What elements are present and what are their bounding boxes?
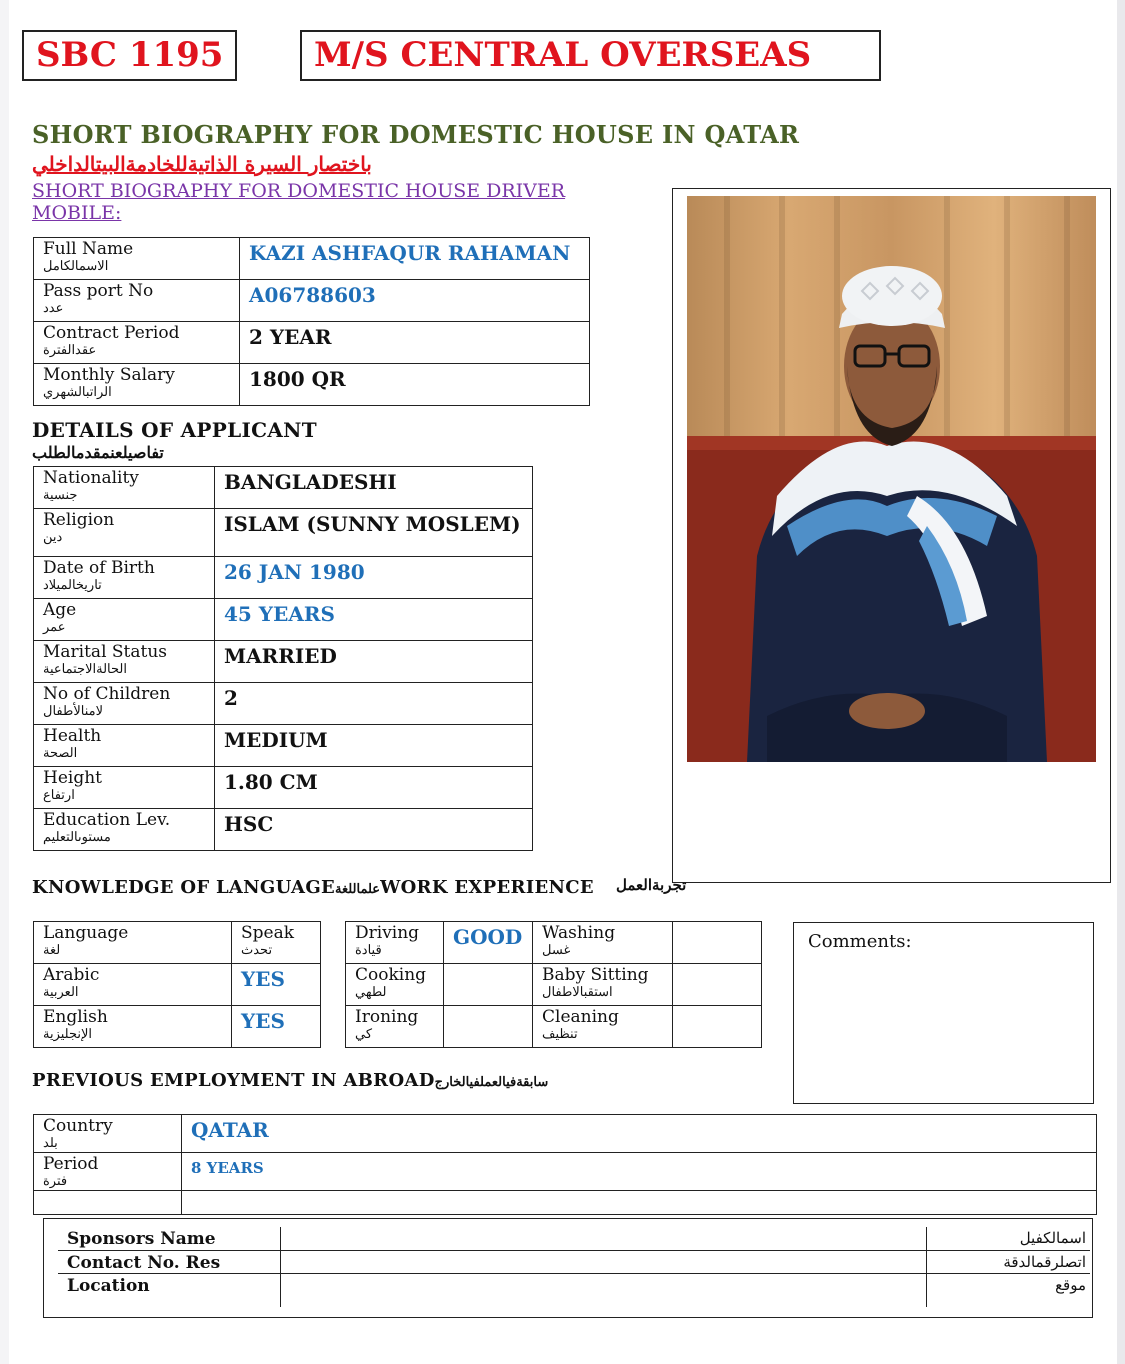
language-value-ar: تحدث	[241, 943, 273, 958]
language-table	[33, 921, 321, 1048]
work-skill-cell	[346, 964, 444, 1006]
work-skill: Driving	[355, 923, 420, 943]
basic-value-cell	[240, 238, 590, 280]
table-row	[34, 1153, 1097, 1191]
work-value	[444, 1006, 532, 1009]
basic-label-en: Contract Period	[43, 323, 180, 343]
language-value: YES	[241, 967, 285, 991]
basic-label	[34, 364, 239, 400]
language-title-ar: علماللغة	[335, 882, 381, 897]
basic-label-cell	[34, 238, 240, 280]
previous-label-cell	[34, 1153, 182, 1191]
table-row	[34, 767, 533, 809]
basic-value-cell	[240, 280, 590, 322]
code-text: SBC 1195	[36, 35, 224, 75]
details-label-ar: عمر	[43, 620, 66, 635]
basic-value: 1800 QR	[249, 367, 346, 391]
details-label-ar: الحالةالاجتماعية	[43, 662, 127, 677]
language-value-cell	[232, 922, 321, 964]
previous-label-ar: فترة	[43, 1174, 68, 1189]
sponsor-label: Contact No. Res	[67, 1252, 221, 1273]
table-row	[34, 557, 533, 599]
details-value: MEDIUM	[224, 728, 328, 752]
basic-label	[34, 238, 239, 274]
arabic-title: باختصار السيرة الذاتيةللخادمةالبيتالداخلي	[32, 152, 372, 176]
work-skill2: Washing	[542, 923, 616, 943]
table-row	[34, 1191, 1097, 1215]
comments-box[interactable]	[793, 922, 1094, 1104]
details-label	[34, 599, 214, 635]
work-value2-cell	[673, 922, 762, 964]
language-label: English	[43, 1007, 108, 1027]
language-value-cell	[232, 1006, 321, 1048]
language-value: Speak	[241, 923, 295, 943]
previous-empty-cell	[182, 1191, 1097, 1215]
sponsor-label-cell	[58, 1227, 280, 1250]
language-label-ar: الإنجليزية	[43, 1027, 93, 1042]
language-label-ar: لغة	[43, 943, 61, 958]
table-row	[346, 964, 762, 1006]
previous-label-cell	[34, 1115, 182, 1153]
details-title: DETAILS OF APPLICANT	[32, 418, 317, 442]
previous-label-ar: بلد	[43, 1136, 58, 1151]
work-skill2-ar: غسل	[542, 943, 571, 958]
basic-label-ar: عقدالفترة	[43, 343, 97, 358]
details-label-en: Age	[43, 600, 77, 620]
sponsor-label-ar: اتصلرقمالدقة	[1003, 1252, 1086, 1271]
work-skill: Cooking	[355, 965, 427, 985]
table-row	[34, 809, 533, 851]
basic-label-ar: الاسمالكامل	[43, 259, 109, 274]
table-row	[34, 964, 321, 1006]
page-edge-right	[1117, 0, 1125, 1364]
work-value2	[673, 1006, 761, 1009]
details-label	[34, 641, 214, 677]
details-label-ar: تاريخالميلاد	[43, 578, 102, 593]
basic-label-ar: الراتبالشهري	[43, 385, 112, 400]
work-table	[345, 921, 762, 1048]
details-label-ar: دين	[43, 530, 63, 545]
language-section-title	[32, 877, 594, 898]
table-row	[34, 509, 533, 557]
language-label-ar: العربية	[43, 985, 79, 1000]
work-value2-cell	[673, 964, 762, 1006]
language-label: Language	[43, 923, 129, 943]
basic-info-table	[33, 237, 590, 406]
details-label	[34, 509, 214, 545]
sponsor-label-ar: اسمالكفيل	[1019, 1229, 1086, 1247]
details-label-en: Education Lev.	[43, 810, 171, 830]
work-skill2-cell	[533, 964, 673, 1006]
details-value-cell	[215, 683, 533, 725]
work-value: GOOD	[453, 925, 523, 949]
basic-value-cell	[240, 364, 590, 406]
language-label-cell	[34, 922, 232, 964]
details-label-en: Date of Birth	[43, 558, 155, 578]
previous-value: QATAR	[191, 1118, 269, 1142]
language-title: KNOWLEDGE OF LANGUAGE	[32, 877, 336, 898]
table-row	[58, 1250, 1090, 1273]
language-label-cell	[34, 964, 232, 1006]
sponsor-label-cell	[58, 1250, 280, 1273]
basic-value-cell	[240, 322, 590, 364]
details-value-cell	[215, 599, 533, 641]
table-row	[34, 1115, 1097, 1153]
details-value-cell	[215, 767, 533, 809]
table-row	[34, 683, 533, 725]
details-label-cell	[34, 767, 215, 809]
details-value: 2	[224, 686, 238, 710]
work-skill2-ar: تنظيف	[542, 1027, 578, 1042]
details-table	[33, 466, 533, 851]
table-row	[58, 1273, 1090, 1307]
sponsor-label-cell	[58, 1273, 280, 1307]
code-box	[22, 30, 237, 81]
previous-empty-cell	[34, 1191, 182, 1215]
table-row	[346, 922, 762, 964]
previous-title-text: PREVIOUS EMPLOYMENT IN ABROAD	[32, 1070, 435, 1091]
details-label-en: Health	[43, 726, 102, 746]
details-label-ar: الصحة	[43, 746, 78, 761]
details-label-ar: لامنالأطفال	[43, 704, 104, 719]
details-value-cell	[215, 467, 533, 509]
details-label	[34, 725, 214, 761]
work-skill-cell	[346, 922, 444, 964]
sponsor-value-cell[interactable]	[280, 1273, 926, 1307]
details-label-cell	[34, 557, 215, 599]
driver-title-text: SHORT BIOGRAPHY FOR DOMESTIC HOUSE DRIVER	[32, 180, 566, 202]
details-value: 26 JAN 1980	[224, 560, 365, 584]
table-row	[34, 922, 321, 964]
details-label-cell	[34, 725, 215, 767]
agency-text: M/S CENTRAL OVERSEAS	[314, 35, 812, 75]
details-label-en: Height	[43, 768, 102, 788]
sponsor-value-cell[interactable]	[280, 1250, 926, 1273]
page-edge-left	[0, 0, 9, 1364]
details-label-cell	[34, 467, 215, 509]
table-row	[34, 322, 590, 364]
table-row	[34, 641, 533, 683]
table-row	[34, 238, 590, 280]
details-value-cell	[215, 641, 533, 683]
work-value2	[673, 964, 761, 967]
driver-title	[32, 180, 565, 224]
details-value: BANGLADESHI	[224, 470, 397, 494]
work-skill2-ar: استقبالاطفال	[542, 985, 613, 1000]
work-skill-ar: لطهي	[355, 985, 387, 1000]
table-row	[34, 280, 590, 322]
work-value-cell	[444, 964, 533, 1006]
details-label	[34, 767, 214, 803]
basic-label-cell	[34, 364, 240, 406]
work-skill2-cell	[533, 1006, 673, 1048]
details-label-en: No of Children	[43, 684, 171, 704]
agency-box	[300, 30, 881, 81]
main-title: SHORT BIOGRAPHY FOR DOMESTIC HOUSE IN QATAR	[32, 120, 800, 149]
details-value: 1.80 CM	[224, 770, 318, 794]
language-label: Arabic	[43, 965, 100, 985]
basic-label-en: Pass port No	[43, 281, 154, 301]
work-title-ar: تجربةالعمل	[616, 876, 687, 894]
previous-label: Period	[43, 1154, 99, 1174]
details-value: MARRIED	[224, 644, 337, 668]
previous-value: 8 YEARS	[191, 1159, 264, 1177]
table-row	[58, 1227, 1090, 1250]
sponsor-value-cell[interactable]	[280, 1227, 926, 1250]
previous-title-ar: سابقةفيالعملفيالخارج	[434, 1075, 549, 1090]
details-label	[34, 683, 214, 719]
details-value-cell	[215, 725, 533, 767]
details-label-cell	[34, 641, 215, 683]
details-value: HSC	[224, 812, 274, 836]
details-label-ar: مستوىالتعليم	[43, 830, 111, 845]
details-value-cell	[215, 557, 533, 599]
previous-table	[33, 1114, 1097, 1215]
work-skill: Ironing	[355, 1007, 419, 1027]
language-label-cell	[34, 1006, 232, 1048]
work-skill-ar: كي	[355, 1027, 373, 1042]
language-value-cell	[232, 964, 321, 1006]
basic-label	[34, 280, 239, 316]
work-value-cell	[444, 1006, 533, 1048]
details-title-ar: تفاصيلعنمقدمالطلب	[32, 443, 164, 462]
table-row	[34, 725, 533, 767]
table-row	[34, 467, 533, 509]
details-label	[34, 809, 214, 845]
basic-value: KAZI ASHFAQUR RAHAMAN	[249, 241, 571, 265]
sponsor-table	[58, 1227, 1090, 1307]
previous-value-cell	[182, 1115, 1097, 1153]
basic-label-cell	[34, 280, 240, 322]
basic-label-en: Monthly Salary	[43, 365, 175, 385]
work-value2-cell	[673, 1006, 762, 1048]
details-label	[34, 557, 214, 593]
work-skill-cell	[346, 1006, 444, 1048]
work-value2	[673, 922, 761, 925]
work-title: WORK EXPERIENCE	[380, 877, 594, 898]
details-label-cell	[34, 599, 215, 641]
comments-label: Comments:	[808, 931, 912, 952]
sponsor-ar-cell	[926, 1250, 1090, 1273]
basic-label-cell	[34, 322, 240, 364]
previous-value-cell	[182, 1153, 1097, 1191]
details-value: 45 YEARS	[224, 602, 335, 626]
work-skill2: Cleaning	[542, 1007, 619, 1027]
table-row	[34, 599, 533, 641]
table-row	[34, 1006, 321, 1048]
sponsor-label: Location	[67, 1275, 150, 1296]
sponsor-label: Sponsors Name	[67, 1229, 216, 1249]
table-row	[34, 364, 590, 406]
details-value-cell	[215, 509, 533, 557]
details-label-ar: ارتفاع	[43, 788, 75, 803]
details-value-cell	[215, 809, 533, 851]
details-label	[34, 467, 214, 503]
work-skill2: Baby Sitting	[542, 965, 649, 985]
sponsor-ar-cell	[926, 1227, 1090, 1250]
work-skill2-cell	[533, 922, 673, 964]
table-row	[346, 1006, 762, 1048]
work-skill-ar: قيادة	[355, 943, 382, 958]
previous-title	[32, 1070, 548, 1091]
details-label-cell	[34, 509, 215, 557]
work-value	[444, 964, 532, 967]
previous-label: Country	[43, 1116, 113, 1136]
applicant-photo	[687, 196, 1096, 762]
basic-label-ar: عدد	[43, 301, 64, 316]
work-value-cell	[444, 922, 533, 964]
details-label-ar: جنسية	[43, 488, 78, 503]
sponsor-ar-cell	[926, 1273, 1090, 1307]
details-label-en: Nationality	[43, 468, 139, 488]
details-label-cell	[34, 809, 215, 851]
language-value: YES	[241, 1009, 285, 1033]
sponsor-label-ar: موقع	[1055, 1275, 1086, 1294]
basic-value: A06788603	[249, 283, 376, 307]
basic-value: 2 YEAR	[249, 325, 332, 349]
basic-label-en: Full Name	[43, 239, 134, 259]
basic-label	[34, 322, 239, 358]
mobile-label: MOBILE:	[32, 202, 122, 224]
details-value: ISLAM (SUNNY MOSLEM)	[224, 512, 521, 536]
details-label-en: Religion	[43, 510, 115, 530]
details-label-en: Marital Status	[43, 642, 168, 662]
details-label-cell	[34, 683, 215, 725]
